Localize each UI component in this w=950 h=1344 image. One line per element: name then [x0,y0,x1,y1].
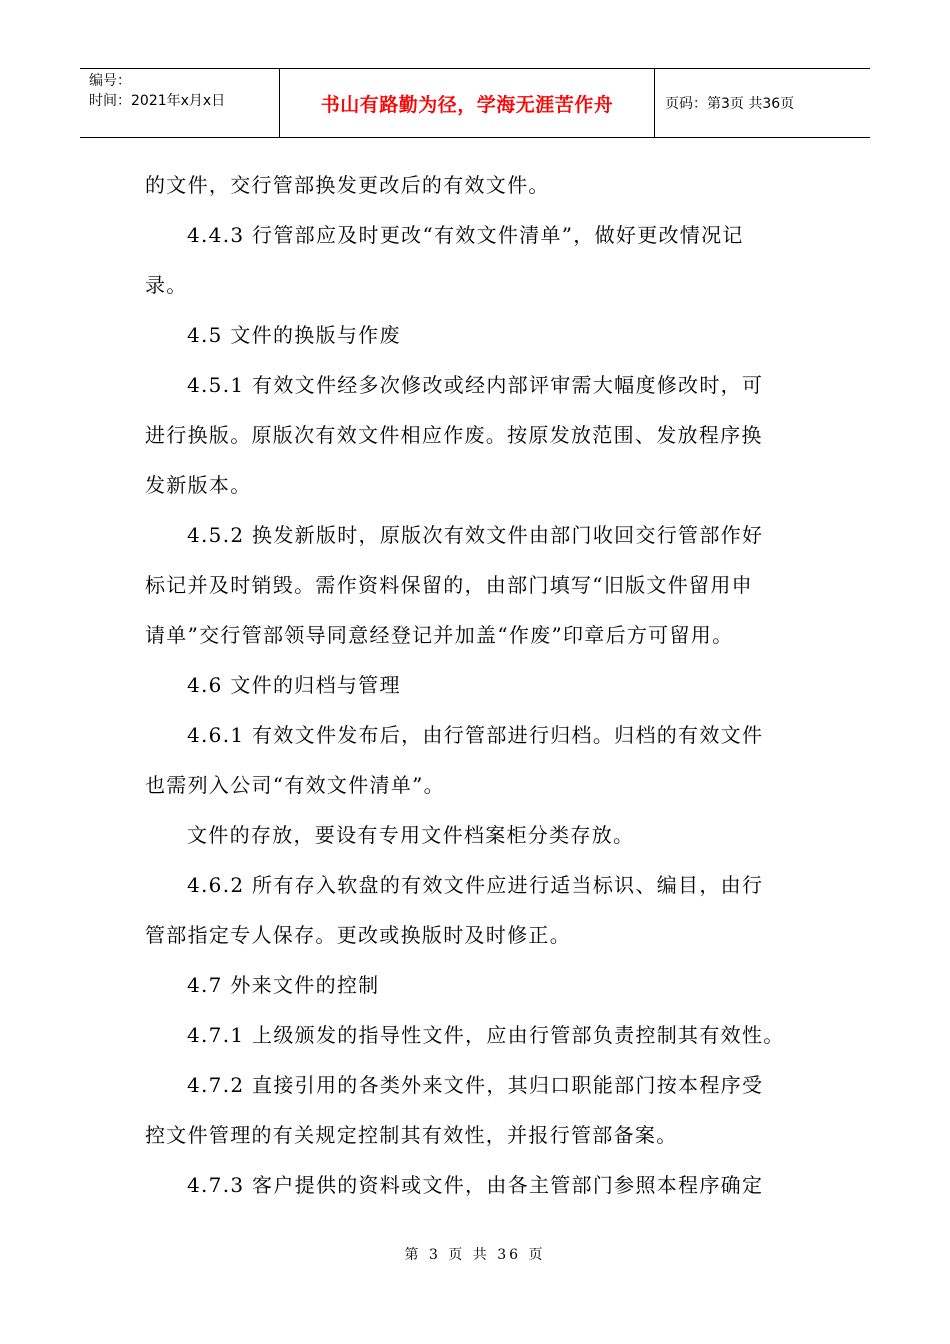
page-footer: 第 3 页 共 36 页 [404,1247,546,1263]
header-motto-cell [280,69,655,137]
header-page-cell [655,69,870,137]
clause-4-6-2: 4.6.2 所有存入软盘的有效文件应进行适当标识、编目，由行 [187,873,764,897]
clause-4-5-1: 4.5.1 有效文件经多次修改或经内部评审需大幅度修改时，可 [187,373,764,397]
clause-4-7-1: 4.7.1 上级颁发的指导性文件，应由行管部负责控制其有效性。 [187,1023,785,1047]
section-heading-4-5: 4.5 文件的换版与作废 [187,323,401,347]
clause-4-6-1: 4.6.1 有效文件发布后，由行管部进行归档。归档的有效文件 [187,723,764,747]
body-line: 录。 [145,273,188,297]
body-paragraph: 文件的存放，要设有专用文件档案柜分类存放。 [187,823,635,847]
clause-4-5-2: 4.5.2 换发新版时，原版次有效文件由部门收回交行管部作好 [187,523,764,547]
body-line: 管部指定专人保存。更改或换版时及时修正。 [145,923,571,947]
body-line: 发新版本。 [145,473,252,497]
document-body [145,160,810,1210]
clause-4-4-3: 4.4.3 行管部应及时更改“有效文件清单”，做好更改情况记 [187,223,744,247]
header-motto: 书山有路勤为径，学海无涯苦作舟 [320,93,614,116]
document-header [80,68,870,138]
clause-4-7-3: 4.7.3 客户提供的资料或文件，由各主管部门参照本程序确定 [187,1173,764,1197]
body-line: 的文件，交行管部换发更改后的有效文件。 [145,173,550,197]
header-meta [80,69,280,137]
document-date: 时间：2021年x月x日 [89,93,226,109]
body-line: 请单”交行管部领导同意经登记并加盖“作废”印章后方可留用。 [145,623,734,647]
body-line: 也需列入公司“有效文件清单”。 [145,773,445,797]
section-heading-4-7: 4.7 外来文件的控制 [187,973,380,997]
body-line: 控文件管理的有关规定控制其有效性，并报行管部备案。 [145,1123,678,1147]
body-line: 标记并及时销毁。需作资料保留的，由部门填写“旧版文件留用申 [145,573,753,597]
body-line: 进行换版。原版次有效文件相应作废。按原发放范围、发放程序换 [145,423,763,447]
clause-4-7-2: 4.7.2 直接引用的各类外来文件，其归口职能部门按本程序受 [187,1073,764,1097]
document-number-label: 编号： [89,73,131,89]
header-page-code: 页码：第3页 共36页 [665,96,795,112]
section-heading-4-6: 4.6 文件的归档与管理 [187,673,401,697]
